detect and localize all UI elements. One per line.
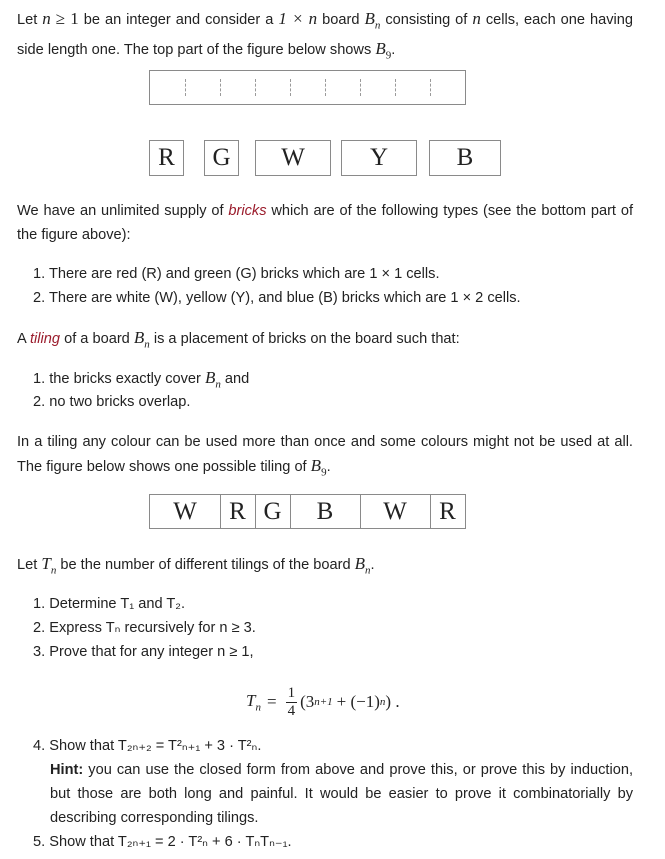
fraction-numerator: 1 <box>287 684 296 701</box>
list-number: 2. <box>33 290 46 306</box>
intro-text: consisting of <box>385 12 468 28</box>
tile-red: R <box>229 497 246 525</box>
intro-text: be an integer and consider a <box>83 12 274 28</box>
def-text: A <box>17 331 26 347</box>
math-subscript: n <box>144 338 150 351</box>
math-symbol: B <box>204 368 216 387</box>
tiling-definition <box>17 326 633 356</box>
task-number: 1. <box>33 596 46 612</box>
list-item <box>33 262 440 286</box>
intro-text: Let <box>17 12 38 28</box>
intro-text: cells, each one having side length one. The top part of the figure below shows <box>17 12 633 59</box>
def-text: Let <box>17 557 38 573</box>
intro-paragraph <box>17 7 633 68</box>
task-item <box>33 640 254 664</box>
math-subscript: 9 <box>385 49 392 62</box>
tile-red: R <box>439 497 456 525</box>
list-item <box>33 390 190 414</box>
note-text: . <box>326 459 331 475</box>
math-symbol: B <box>364 9 375 28</box>
cell-divider <box>430 79 431 96</box>
math-symbol: T <box>246 690 256 710</box>
tn-definition <box>17 552 633 582</box>
tile-green: G <box>263 497 282 525</box>
math-subscript: n <box>374 19 381 32</box>
list-text: the bricks exactly cover <box>49 371 201 387</box>
task-item <box>33 616 256 640</box>
task-text: Show that T₂ₙ₊₁ = 2 · T²ₙ + 6 · TₙTₙ₋₁. <box>49 834 292 850</box>
cell-divider <box>360 79 361 96</box>
task-number: 3. <box>33 644 46 660</box>
formula-exponent: n+1 <box>314 696 333 708</box>
formula-fraction <box>286 685 298 720</box>
math-ge-one: ≥ 1 <box>55 9 79 28</box>
task-number: 5. <box>33 834 46 850</box>
list-item <box>33 286 521 310</box>
supply-paragraph <box>17 199 633 247</box>
formula-term: + (−1) <box>336 692 380 711</box>
tile-white: W <box>383 497 407 525</box>
example-tiling-board <box>149 494 466 529</box>
cell-divider <box>185 79 186 96</box>
list-text: There are white (W), yellow (Y), and blue (B) bricks which are 1 × 2 cells. <box>48 290 521 306</box>
math-subscript: n <box>50 564 57 577</box>
math-n: n <box>472 9 481 28</box>
term-tiling: tiling <box>30 331 61 347</box>
math-symbol: T <box>41 554 51 573</box>
brick-white: W <box>255 140 331 176</box>
math-subscript: 9 <box>321 466 327 479</box>
task-number: 4. <box>33 738 46 754</box>
empty-board-b9 <box>149 70 466 105</box>
task-text: Express Tₙ recursively for n ≥ 3. <box>49 620 256 636</box>
def-text: is a placement of bricks on the board such that: <box>153 331 460 347</box>
math-subscript: n <box>365 564 371 577</box>
math-dimensions: 1 × n <box>278 9 318 28</box>
task-text: Prove that for any integer n ≥ 1, <box>49 644 254 660</box>
list-number: 1. <box>33 371 46 387</box>
def-text: be the number of different tilings of the board <box>60 557 351 573</box>
def-text: . <box>370 557 375 573</box>
brick-green: G <box>204 140 239 176</box>
supply-text: which are of the following types (see the bottom part of the figure above): <box>17 203 634 243</box>
intro-text: . <box>391 42 396 59</box>
math-symbol: B <box>375 39 386 59</box>
math-B9 <box>375 39 392 62</box>
hint-label: Hint: <box>50 762 84 778</box>
colour-note <box>17 430 633 484</box>
term-bricks: bricks <box>228 203 267 219</box>
math-Bn <box>133 328 150 351</box>
hint-text: you can use the closed form from above and prove this, or prove this by induction, but those are both long and painful. It would be easier to prove it combinatorially by describing corresponding tilings. <box>50 762 633 826</box>
formula-term: ) . <box>385 692 400 711</box>
closed-form-formula <box>246 680 400 724</box>
list-text: and <box>224 371 250 387</box>
task-item <box>33 592 185 616</box>
brick-blue: B <box>429 140 501 176</box>
math-Bn <box>204 368 221 391</box>
task-number: 2. <box>33 620 46 636</box>
math-Bn <box>364 9 381 32</box>
fraction-denominator: 4 <box>287 702 296 719</box>
list-number: 2. <box>33 394 46 410</box>
cell-divider <box>395 79 396 96</box>
cell-divider <box>255 79 256 96</box>
tile-blue: B <box>316 497 334 525</box>
task-text: Show that T₂ₙ₊₂ = T²ₙ₊₁ + 3 · T²ₙ. <box>49 738 262 754</box>
formula-lhs <box>246 691 261 713</box>
math-subscript: n <box>215 378 221 391</box>
formula-term: (3 <box>300 692 315 711</box>
list-number: 1. <box>33 266 46 282</box>
task-item <box>33 734 261 758</box>
math-subscript: n <box>255 701 261 714</box>
math-Bn <box>354 554 371 577</box>
note-text: In a tiling any colour can be used more than once and some colours might not be used at all. The figure below shows one possible tiling of <box>17 434 633 475</box>
math-Tn <box>41 554 57 577</box>
cell-divider <box>325 79 326 96</box>
def-text: of a board <box>64 331 130 347</box>
brick-yellow: Y <box>341 140 417 176</box>
list-text: no two bricks overlap. <box>49 394 191 410</box>
supply-text: We have an unlimited supply of <box>17 203 224 219</box>
formula-equals: = <box>266 692 277 711</box>
formula-exponent: n <box>379 696 386 708</box>
cell-divider <box>290 79 291 96</box>
math-symbol: B <box>310 456 322 475</box>
math-n: n <box>42 9 51 28</box>
cell-divider <box>220 79 221 96</box>
tile-white: W <box>173 497 197 525</box>
hint-paragraph <box>50 758 633 830</box>
task-item <box>33 830 292 854</box>
math-symbol: B <box>354 554 366 573</box>
math-B9 <box>310 456 327 479</box>
list-text: There are red (R) and green (G) bricks which are 1 × 1 cells. <box>48 266 440 282</box>
task-text: Determine T₁ and T₂. <box>49 596 186 612</box>
math-symbol: B <box>133 328 145 347</box>
brick-red: R <box>149 140 184 176</box>
intro-text: board <box>322 12 360 28</box>
